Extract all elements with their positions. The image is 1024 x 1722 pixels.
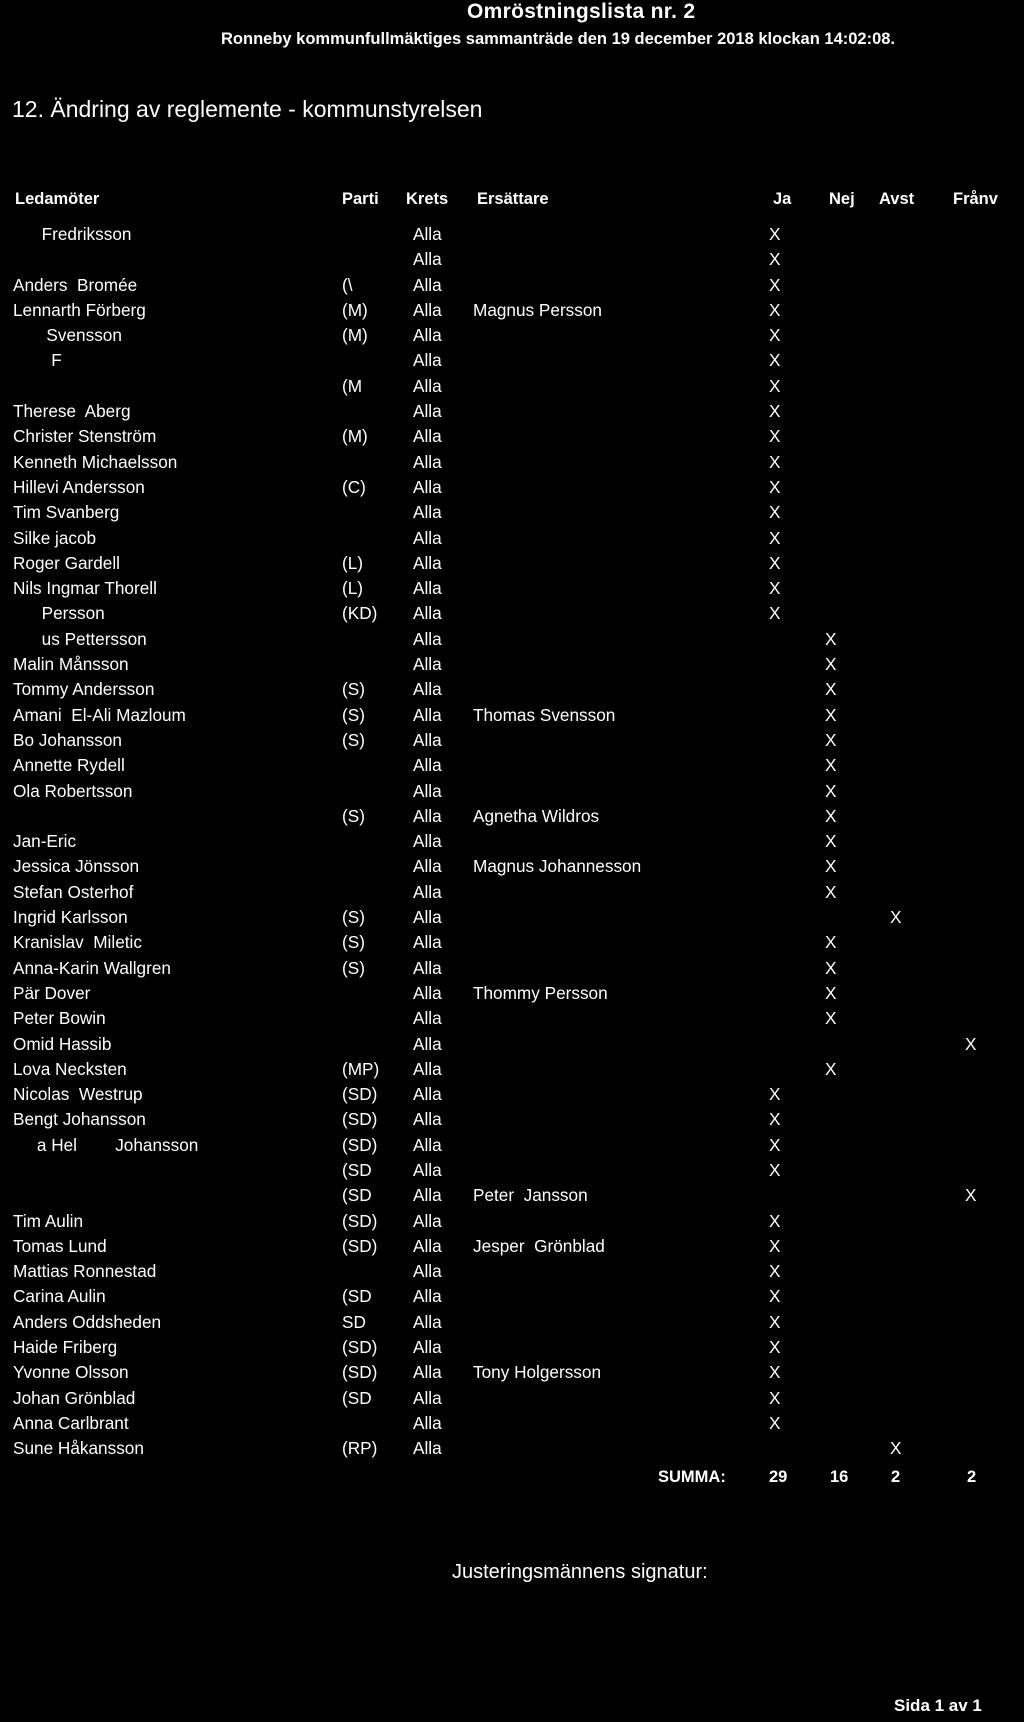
column-header-substitute: Ersättare: [477, 190, 549, 208]
krets-cell: Alla: [413, 426, 442, 447]
vote-mark-ja: X: [769, 1084, 781, 1105]
table-row: [0, 779, 1024, 804]
vote-mark-franv: X: [965, 1033, 977, 1054]
member-name: Silke jacob: [13, 527, 97, 548]
vote-mark-ja: X: [769, 350, 781, 371]
member-name: Yvonne Olsson: [13, 1362, 129, 1383]
table-row: [0, 1436, 1024, 1461]
member-name: Malin Månsson: [13, 654, 129, 675]
table-row: [0, 1284, 1024, 1309]
member-name: Bo Johansson: [13, 729, 122, 750]
table-row: [0, 1133, 1024, 1158]
table-row: [0, 1259, 1024, 1284]
table-row: [0, 1082, 1024, 1107]
krets-cell: Alla: [413, 1159, 442, 1180]
member-name: Lennarth Förberg: [13, 299, 146, 320]
vote-mark-nej: X: [825, 729, 837, 750]
krets-cell: Alla: [413, 375, 442, 396]
member-name: Jan-Eric: [13, 831, 77, 852]
table-row: [0, 399, 1024, 424]
table-row: [0, 1234, 1024, 1259]
table-row: [0, 677, 1024, 702]
table-row: [0, 1183, 1024, 1208]
member-name: Amani El-Ali Mazloum: [13, 704, 186, 725]
krets-cell: Alla: [413, 552, 442, 573]
vote-mark-nej: X: [825, 704, 837, 725]
vote-mark-ja: X: [769, 224, 781, 244]
vote-mark-ja: X: [769, 1134, 781, 1155]
member-name: Ingrid Karlsson: [13, 907, 128, 928]
krets-cell: Alla: [413, 780, 442, 801]
signature-label: Justeringsmännens signatur:: [452, 1561, 708, 1583]
party-cell: (L): [342, 578, 364, 599]
vote-mark-nej: X: [825, 982, 837, 1003]
table-row: [0, 854, 1024, 879]
substitute-cell: Tony Holgersson: [473, 1362, 602, 1383]
member-name: Hillevi Andersson: [13, 476, 145, 497]
krets-cell: Alla: [413, 1084, 442, 1105]
party-cell: (SD: [342, 1185, 372, 1206]
krets-cell: Alla: [413, 1261, 442, 1282]
member-name: Ola Robertsson: [13, 780, 133, 801]
table-row: [0, 273, 1024, 298]
vote-mark-ja: X: [769, 1362, 781, 1383]
vote-mark-ja: X: [769, 1159, 781, 1180]
member-name: Haide Friberg: [13, 1337, 118, 1358]
krets-cell: Alla: [413, 628, 442, 649]
party-cell: (S): [342, 729, 365, 750]
vote-mark-nej: X: [825, 679, 837, 700]
member-name: a Hel Johansson: [13, 1134, 199, 1155]
party-cell: (S): [342, 805, 365, 826]
table-row: [0, 1032, 1024, 1057]
krets-cell: Alla: [413, 831, 442, 852]
party-cell: (\: [342, 274, 353, 295]
member-name: Tomas Lund: [13, 1235, 107, 1256]
table-row: [0, 956, 1024, 981]
krets-cell: Alla: [413, 527, 442, 548]
vote-mark-nej: X: [825, 755, 837, 776]
vote-mark-ja: X: [769, 603, 781, 624]
vote-mark-ja: X: [769, 375, 781, 396]
table-row: [0, 804, 1024, 829]
vote-mark-ja: X: [769, 1235, 781, 1256]
column-header-avst: Avst: [879, 190, 915, 208]
vote-mark-nej: X: [825, 1008, 837, 1029]
party-cell: (M): [342, 325, 368, 346]
krets-cell: Alla: [413, 704, 442, 725]
krets-cell: Alla: [413, 1185, 442, 1206]
krets-cell: Alla: [413, 1109, 442, 1130]
vote-mark-ja: X: [769, 426, 781, 447]
member-name: Persson: [13, 603, 105, 624]
table-row: [0, 500, 1024, 525]
party-cell: (M): [342, 299, 368, 320]
krets-cell: Alla: [413, 679, 442, 700]
krets-cell: Alla: [413, 729, 442, 750]
substitute-cell: Magnus Persson: [473, 299, 602, 320]
summary-avst: 2: [891, 1468, 901, 1486]
vote-mark-nej: X: [825, 805, 837, 826]
table-row: [0, 905, 1024, 930]
member-name: us Pettersson: [13, 628, 147, 649]
table-row: [0, 1057, 1024, 1082]
vote-mark-ja: X: [769, 451, 781, 472]
column-header-party: Parti: [342, 190, 379, 208]
party-cell: (S): [342, 957, 365, 978]
column-header-franv: Frånv: [953, 190, 998, 208]
krets-cell: Alla: [413, 907, 442, 928]
vote-mark-nej: X: [825, 780, 837, 801]
member-name: Anders Bromée: [13, 274, 138, 295]
page-number: Sida 1 av 1: [894, 1696, 982, 1715]
vote-mark-nej: X: [825, 831, 837, 852]
table-row: [0, 298, 1024, 323]
table-row: [0, 323, 1024, 348]
vote-mark-nej: X: [825, 654, 837, 675]
document-title: Omröstningslista nr. 2: [467, 0, 696, 23]
party-cell: (MP): [342, 1058, 380, 1079]
vote-mark-nej: X: [825, 932, 837, 953]
member-name: Nils Ingmar Thorell: [13, 578, 157, 599]
krets-cell: Alla: [413, 325, 442, 346]
vote-mark-ja: X: [769, 552, 781, 573]
party-cell: (SD): [342, 1084, 378, 1105]
vote-mark-ja: X: [769, 1311, 781, 1332]
member-name: Kenneth Michaelsson: [13, 451, 178, 472]
member-name: Kranislav Miletic: [13, 932, 142, 953]
table-row: [0, 981, 1024, 1006]
member-name: Carina Aulin: [13, 1286, 106, 1307]
table-row: [0, 829, 1024, 854]
table-row: [0, 652, 1024, 677]
party-cell: (L): [342, 552, 364, 573]
party-cell: (M): [342, 426, 368, 447]
substitute-cell: Peter Jansson: [473, 1185, 588, 1206]
table-row: [0, 1386, 1024, 1411]
vote-mark-ja: X: [769, 1387, 781, 1408]
member-name: Therese Aberg: [13, 401, 131, 422]
vote-mark-ja: X: [769, 1109, 781, 1130]
table-row: [0, 627, 1024, 652]
table-row: [0, 728, 1024, 753]
vote-mark-ja: X: [769, 527, 781, 548]
vote-mark-ja: X: [769, 299, 781, 320]
krets-cell: Alla: [413, 1362, 442, 1383]
vote-mark-ja: X: [769, 274, 781, 295]
party-cell: (M: [342, 375, 363, 396]
krets-cell: Alla: [413, 982, 442, 1003]
substitute-cell: Magnus Johannesson: [473, 856, 642, 877]
party-cell: (S): [342, 932, 365, 953]
krets-cell: Alla: [413, 881, 442, 902]
vote-mark-nej: X: [825, 1058, 837, 1079]
table-row: [0, 753, 1024, 778]
krets-cell: Alla: [413, 932, 442, 953]
member-name: Anna-Karin Wallgren: [13, 957, 171, 978]
krets-cell: Alla: [413, 805, 442, 826]
krets-cell: Alla: [413, 1286, 442, 1307]
vote-mark-ja: X: [769, 1261, 781, 1282]
krets-cell: Alla: [413, 249, 442, 270]
party-cell: (SD): [342, 1235, 378, 1256]
member-name: Fredriksson: [13, 224, 132, 244]
member-name: Roger Gardell: [13, 552, 120, 573]
vote-mark-ja: X: [769, 476, 781, 497]
table-row: [0, 551, 1024, 576]
krets-cell: Alla: [413, 603, 442, 624]
party-cell: (S): [342, 907, 365, 928]
table-row: [0, 247, 1024, 272]
table-row: [0, 1360, 1024, 1385]
krets-cell: Alla: [413, 502, 442, 523]
member-name: Pär Dover: [13, 982, 91, 1003]
party-cell: SD: [342, 1311, 366, 1332]
member-name: Sune Håkansson: [13, 1438, 144, 1459]
substitute-cell: Thomas Svensson: [473, 704, 616, 725]
party-cell: (RP): [342, 1438, 378, 1459]
krets-cell: Alla: [413, 1008, 442, 1029]
member-name: F: [13, 350, 62, 371]
krets-cell: Alla: [413, 1311, 442, 1332]
vote-mark-ja: X: [769, 502, 781, 523]
krets-cell: Alla: [413, 350, 442, 371]
column-header-name: Ledamöter: [15, 190, 100, 208]
table-row: [0, 930, 1024, 955]
vote-mark-nej: X: [825, 856, 837, 877]
substitute-cell: Jesper Grönblad: [473, 1235, 605, 1256]
member-name: Lova Necksten: [13, 1058, 127, 1079]
table-row: [0, 1158, 1024, 1183]
krets-cell: Alla: [413, 755, 442, 776]
table-row: [0, 880, 1024, 905]
member-name: Tommy Andersson: [13, 679, 155, 700]
member-name: Christer Stenström: [13, 426, 157, 447]
document-subtitle: Ronneby kommunfullmäktiges sammanträde den 19 december 2018 klockan 14:02:08.: [221, 30, 896, 48]
table-row: [0, 374, 1024, 399]
party-cell: (SD): [342, 1210, 378, 1231]
vote-mark-ja: X: [769, 1210, 781, 1231]
party-cell: (SD: [342, 1387, 372, 1408]
party-cell: (S): [342, 704, 365, 725]
vote-mark-ja: X: [769, 325, 781, 346]
table-row: [0, 1335, 1024, 1360]
krets-cell: Alla: [413, 401, 442, 422]
krets-cell: Alla: [413, 1438, 442, 1459]
member-name: Mattias Ronnestad: [13, 1261, 157, 1282]
party-cell: (SD): [342, 1109, 378, 1130]
member-name: Nicolas Westrup: [13, 1084, 143, 1105]
vote-mark-avst: X: [890, 907, 902, 928]
table-row: [0, 703, 1024, 728]
member-name: Annette Rydell: [13, 755, 125, 776]
party-cell: (SD: [342, 1159, 372, 1180]
summary-label: SUMMA:: [658, 1468, 726, 1486]
table-row: [0, 222, 1024, 247]
party-cell: (SD): [342, 1134, 378, 1155]
table-row: [0, 450, 1024, 475]
column-header-nej: Nej: [829, 190, 855, 208]
krets-cell: Alla: [413, 654, 442, 675]
krets-cell: Alla: [413, 476, 442, 497]
member-name: Anna Carlbrant: [13, 1412, 129, 1433]
krets-cell: Alla: [413, 1412, 442, 1433]
party-cell: (KD): [342, 603, 378, 624]
party-cell: (SD: [342, 1286, 372, 1307]
vote-mark-ja: X: [769, 401, 781, 422]
krets-cell: Alla: [413, 1210, 442, 1231]
member-name: Anders Oddsheden: [13, 1311, 162, 1332]
table-row: [0, 348, 1024, 373]
vote-mark-ja: X: [769, 1337, 781, 1358]
agenda-item-heading: 12. Ändring av reglemente - kommunstyrelsen: [12, 96, 483, 122]
vote-mark-avst: X: [890, 1438, 902, 1459]
vote-mark-ja: X: [769, 1286, 781, 1307]
vote-mark-ja: X: [769, 578, 781, 599]
party-cell: (SD): [342, 1337, 378, 1358]
party-cell: (SD): [342, 1362, 378, 1383]
krets-cell: Alla: [413, 1134, 442, 1155]
krets-cell: Alla: [413, 224, 442, 244]
vote-mark-nej: X: [825, 881, 837, 902]
table-row: [0, 576, 1024, 601]
column-header-ja: Ja: [773, 190, 792, 208]
krets-cell: Alla: [413, 1058, 442, 1079]
table-row: [0, 424, 1024, 449]
table-row: [0, 1209, 1024, 1234]
substitute-cell: Agnetha Wildros: [473, 805, 600, 826]
member-name: Tim Aulin: [13, 1210, 84, 1231]
member-name: Stefan Osterhof: [13, 881, 134, 902]
krets-cell: Alla: [413, 299, 442, 320]
table-row: [0, 526, 1024, 551]
table-row: [0, 601, 1024, 626]
member-name: Tim Svanberg: [13, 502, 120, 523]
member-name: Johan Grönblad: [13, 1387, 136, 1408]
summary-nej: 16: [830, 1468, 849, 1486]
vote-mark-ja: X: [769, 249, 781, 270]
krets-cell: Alla: [413, 957, 442, 978]
column-header-krets: Krets: [406, 190, 449, 208]
member-name: Jessica Jönsson: [13, 856, 140, 877]
party-cell: (S): [342, 679, 365, 700]
vote-mark-nej: X: [825, 628, 837, 649]
member-name: Svensson: [13, 325, 122, 346]
summary-franv: 2: [967, 1468, 977, 1486]
summary-ja: 29: [769, 1468, 788, 1486]
krets-cell: Alla: [413, 1387, 442, 1408]
table-row: [0, 1411, 1024, 1436]
table-row: [0, 475, 1024, 500]
krets-cell: Alla: [413, 856, 442, 877]
table-row: [0, 1107, 1024, 1132]
vote-mark-ja: X: [769, 1412, 781, 1433]
krets-cell: Alla: [413, 578, 442, 599]
member-name: Omid Hassib: [13, 1033, 112, 1054]
krets-cell: Alla: [413, 274, 442, 295]
table-row: [0, 1310, 1024, 1335]
vote-mark-nej: X: [825, 957, 837, 978]
krets-cell: Alla: [413, 1235, 442, 1256]
vote-table: [0, 222, 1024, 1462]
krets-cell: Alla: [413, 1337, 442, 1358]
member-name: Peter Bowin: [13, 1008, 106, 1029]
krets-cell: Alla: [413, 451, 442, 472]
vote-mark-franv: X: [965, 1185, 977, 1206]
substitute-cell: Thommy Persson: [473, 982, 608, 1003]
party-cell: (C): [342, 476, 366, 497]
member-name: Bengt Johansson: [13, 1109, 146, 1130]
krets-cell: Alla: [413, 1033, 442, 1054]
table-row: [0, 1006, 1024, 1031]
